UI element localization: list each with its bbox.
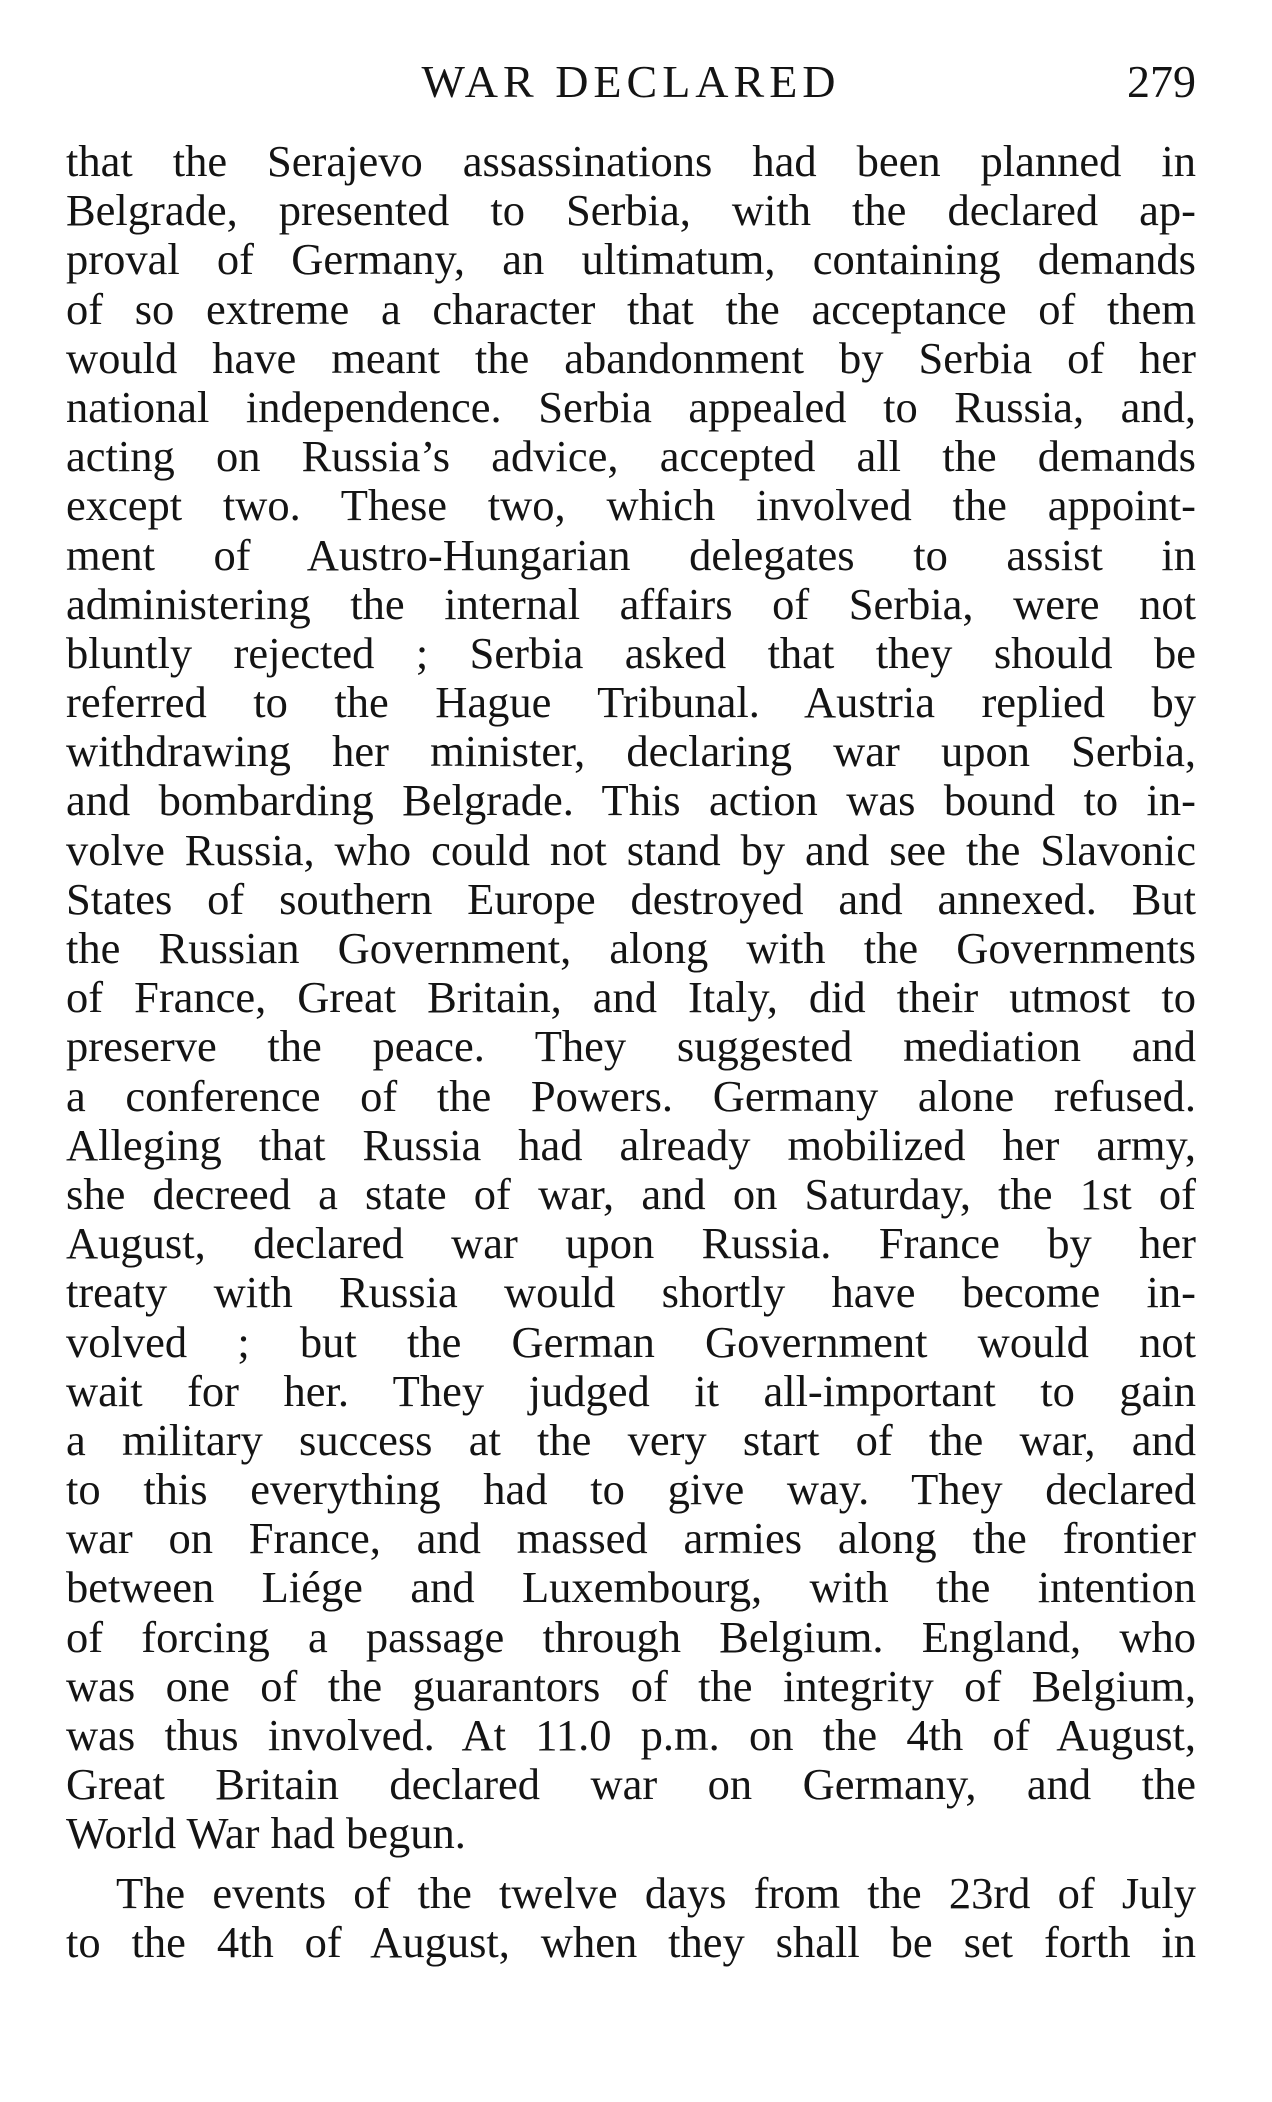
text-line: wait for her. They judged it all-important to gain <box>66 1365 1196 1416</box>
text-line: she decreed a state of war, and on Saturday, the 1st of <box>66 1168 1196 1219</box>
text-line: the Russian Government, along with the Governments <box>66 923 1196 973</box>
text-line: ment of Austro-Hungarian delegates to assist in <box>66 529 1196 580</box>
text-line: between Liége and Luxembourg, with the intention <box>66 1562 1196 1613</box>
text-line: that the Serajevo assassinations had been planned in <box>66 136 1196 186</box>
text-line: referred to the Hague Tribunal. Austria replied by <box>66 677 1196 728</box>
text-line: to this everything had to give way. They declared <box>66 1464 1196 1515</box>
page-number: 279 <box>1127 56 1196 107</box>
text-line: a conference of the Powers. Germany alone refused. <box>66 1070 1196 1121</box>
chapter-title: WAR DECLARED <box>421 56 841 107</box>
text-line: was one of the guarantors of the integrity of Belgium, <box>66 1660 1196 1711</box>
text-line: was thus involved. At 11.0 p.m. on the 4th of August, <box>66 1710 1196 1760</box>
text-line: national independence. Serbia appealed to Russia, and, <box>66 381 1196 432</box>
text-line: war on France, and massed armies along the frontier <box>66 1513 1196 1564</box>
text-line: States of southern Europe destroyed and annexed. But <box>66 873 1196 924</box>
text-line: of so extreme a character that the acceptance of them <box>66 283 1196 334</box>
text-line: acting on Russia’s advice, accepted all the demands <box>66 431 1196 482</box>
text-line: proval of Germany, an ultimatum, containing demands <box>66 234 1196 285</box>
paragraph-2 <box>66 1869 1196 1967</box>
text-line: withdrawing her minister, declaring war upon Serbia, <box>66 726 1196 777</box>
text-line: and bombarding Belgrade. This action was bound to in- <box>66 775 1196 826</box>
text-line: Alleging that Russia had already mobilized her army, <box>66 1119 1196 1170</box>
text-line: of forcing a passage through Belgium. England, who <box>66 1611 1196 1662</box>
text-line: of France, Great Britain, and Italy, did their utmost to <box>66 972 1196 1023</box>
text-line: August, declared war upon Russia. France by her <box>66 1218 1196 1269</box>
text-line: would have meant the abandonment by Serbia of her <box>66 332 1196 383</box>
text-line: administering the internal affairs of Serbia, were not <box>66 578 1196 629</box>
text-line: Great Britain declared war on Germany, and the <box>66 1759 1196 1810</box>
text-line: World War had begun. <box>66 1808 466 1859</box>
text-line: treaty with Russia would shortly have become in- <box>66 1267 1196 1318</box>
text-line: bluntly rejected ; Serbia asked that they should be <box>66 627 1196 678</box>
text-line: preserve the peace. They suggested mediation and <box>66 1021 1196 1072</box>
body-text <box>66 137 1196 1967</box>
text-line: except two. These two, which involved the appoint- <box>66 480 1196 531</box>
text-line: Belgrade, presented to Serbia, with the declared ap- <box>66 185 1196 236</box>
text-line: The events of the twelve days from the 23rd of July <box>116 1867 1196 1918</box>
running-head <box>66 52 1196 112</box>
text-line: volved ; but the German Government would not <box>66 1316 1196 1367</box>
paragraph-1 <box>66 137 1196 1859</box>
text-line: to the 4th of August, when they shall be set forth in <box>66 1916 1196 1967</box>
text-line: a military success at the very start of the war, and <box>66 1414 1196 1465</box>
text-line: volve Russia, who could not stand by and see the Slavonic <box>66 824 1196 875</box>
